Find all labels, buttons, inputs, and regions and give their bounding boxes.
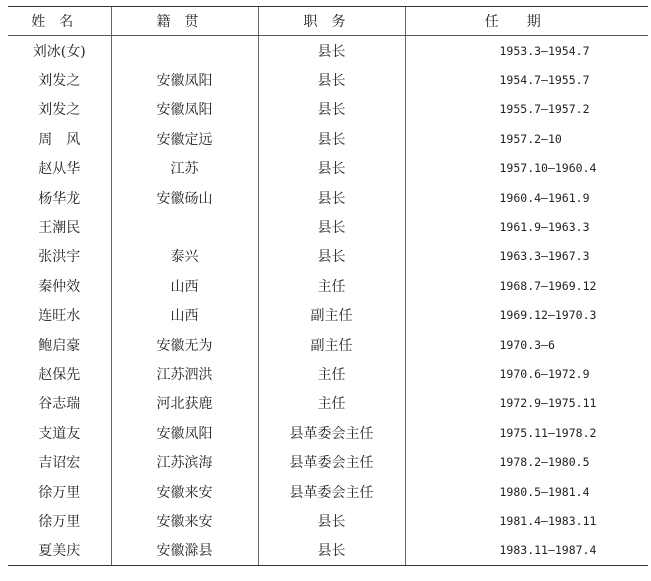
name-cell: 赵从华	[38, 161, 81, 178]
term-cell: 1983.11—1987.4	[405, 536, 648, 566]
position-cell: 主任	[258, 271, 405, 300]
term-cell: 1975.11—1978.2	[405, 418, 648, 447]
name-cell: 徐万里	[38, 513, 81, 530]
term-cell: 1980.5—1981.4	[405, 477, 648, 506]
table-row	[8, 447, 648, 476]
term-cell: 1957.10—1960.4	[405, 154, 648, 183]
position-cell: 副主任	[258, 301, 405, 330]
term-cell: 1972.9—1975.11	[405, 389, 648, 418]
origin-cell: 山西	[111, 301, 258, 330]
table-row	[8, 536, 648, 566]
table-row	[8, 212, 648, 241]
header-name: 姓名	[8, 7, 111, 36]
origin-cell: 泰兴	[111, 242, 258, 271]
table-row	[8, 330, 648, 359]
origin-cell: 安徽定远	[111, 124, 258, 153]
position-cell: 县长	[258, 242, 405, 271]
table-row	[8, 301, 648, 330]
origin-cell: 河北获鹿	[111, 389, 258, 418]
origin-cell	[111, 36, 258, 66]
position-cell: 县长	[258, 506, 405, 535]
position-cell: 县长	[258, 36, 405, 66]
term-cell: 1970.6—1972.9	[405, 359, 648, 388]
origin-cell: 安徽砀山	[111, 183, 258, 212]
position-cell: 县革委会主任	[258, 418, 405, 447]
name-cell: 赵保先	[38, 366, 81, 383]
origin-cell: 江苏	[111, 154, 258, 183]
name-cell: 周 风	[38, 131, 81, 148]
table-header-row	[8, 7, 648, 36]
term-cell: 1953.3—1954.7	[405, 36, 648, 66]
position-cell: 县长	[258, 124, 405, 153]
origin-cell: 安徽来安	[111, 477, 258, 506]
name-cell: 王潮民	[38, 220, 81, 237]
table-row	[8, 183, 648, 212]
name-cell: 连旺水	[38, 308, 81, 325]
officials-table	[8, 6, 648, 566]
term-cell: 1978.2—1980.5	[405, 447, 648, 476]
name-cell: 刘发之	[38, 102, 81, 119]
header-origin: 籍贯	[111, 7, 258, 36]
term-cell: 1981.4—1983.11	[405, 506, 648, 535]
name-cell: 张洪宇	[38, 249, 81, 266]
origin-cell: 安徽凤阳	[111, 418, 258, 447]
position-cell: 县长	[258, 183, 405, 212]
term-cell: 1954.7—1955.7	[405, 65, 648, 94]
position-cell: 县革委会主任	[258, 447, 405, 476]
table-row	[8, 65, 648, 94]
name-cell: 吉诏宏	[38, 455, 81, 472]
origin-cell: 安徽来安	[111, 506, 258, 535]
origin-cell: 山西	[111, 271, 258, 300]
table-row	[8, 95, 648, 124]
term-cell: 1970.3—6	[405, 330, 648, 359]
origin-cell	[111, 212, 258, 241]
header-term: 任期	[405, 7, 648, 36]
origin-cell: 安徽无为	[111, 330, 258, 359]
position-cell: 主任	[258, 359, 405, 388]
term-cell: 1969.12—1970.3	[405, 301, 648, 330]
term-cell: 1963.3—1967.3	[405, 242, 648, 271]
name-cell: 徐万里	[38, 484, 81, 501]
table-row	[8, 242, 648, 271]
term-cell: 1961.9—1963.3	[405, 212, 648, 241]
name-cell: 夏美庆	[8, 536, 111, 566]
name-cell: 刘发之	[38, 73, 81, 90]
position-cell: 县革委会主任	[258, 477, 405, 506]
origin-cell: 安徽滁县	[111, 536, 258, 566]
origin-cell: 江苏泗洪	[111, 359, 258, 388]
table-row	[8, 389, 648, 418]
term-cell: 1960.4—1961.9	[405, 183, 648, 212]
position-cell: 县长	[258, 65, 405, 94]
name-cell: 杨华龙	[38, 190, 81, 207]
table-row	[8, 477, 648, 506]
position-cell: 县长	[258, 536, 405, 566]
name-cell: 鲍启豪	[38, 337, 81, 354]
name-cell: 支道友	[38, 425, 81, 442]
position-cell: 副主任	[258, 330, 405, 359]
table-row	[8, 124, 648, 153]
name-cell: 刘冰(女)	[32, 43, 86, 60]
term-cell: 1955.7—1957.2	[405, 95, 648, 124]
table-row	[8, 271, 648, 300]
position-cell: 主任	[258, 389, 405, 418]
position-cell: 县长	[258, 212, 405, 241]
position-cell: 县长	[258, 95, 405, 124]
table-row	[8, 506, 648, 535]
name-cell: 秦仲效	[38, 278, 81, 295]
header-position: 职务	[258, 7, 405, 36]
term-cell: 1968.7—1969.12	[405, 271, 648, 300]
term-cell: 1957.2—10	[405, 124, 648, 153]
table-row	[8, 154, 648, 183]
table-row	[8, 36, 648, 66]
name-cell: 谷志瑞	[38, 396, 81, 413]
origin-cell: 安徽凤阳	[111, 95, 258, 124]
table-row	[8, 359, 648, 388]
position-cell: 县长	[258, 154, 405, 183]
table-row	[8, 418, 648, 447]
origin-cell: 江苏滨海	[111, 447, 258, 476]
origin-cell: 安徽凤阳	[111, 65, 258, 94]
